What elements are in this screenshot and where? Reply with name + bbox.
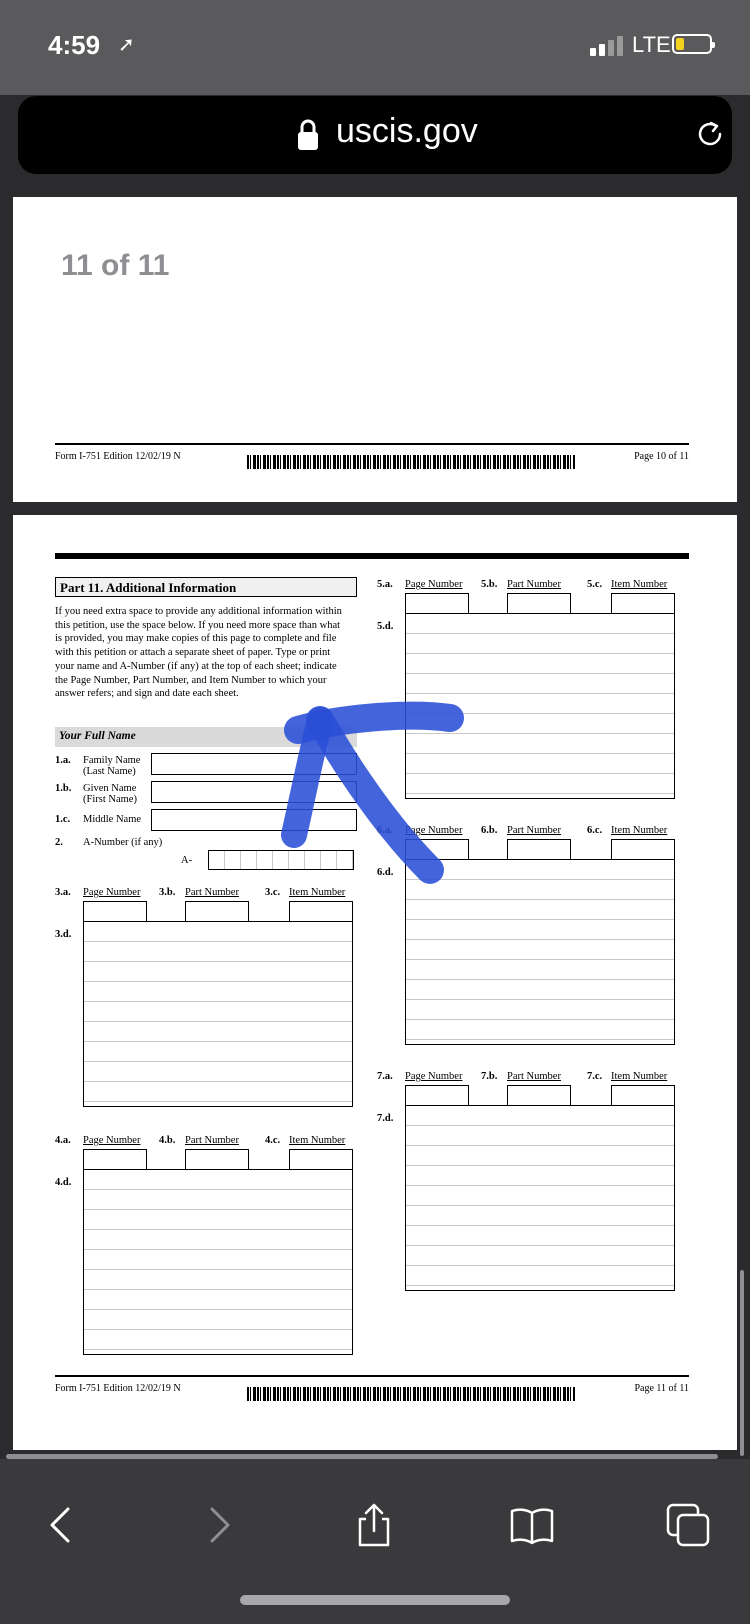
reference-field[interactable] [507, 839, 571, 861]
vertical-scrollbar[interactable] [740, 1270, 744, 1456]
field-label: Part Number [185, 1135, 239, 1146]
url-text[interactable]: uscis.gov [336, 112, 478, 150]
footer-form-edition: Form I-751 Edition 12/02/19 N [55, 451, 181, 462]
browser-toolbar [0, 1459, 750, 1624]
back-icon[interactable] [38, 1501, 86, 1549]
answer-textarea[interactable] [405, 859, 675, 1045]
item-number: 7.c. [587, 1071, 603, 1082]
item-number: 4.d. [55, 1177, 72, 1188]
family-name-field[interactable] [151, 753, 357, 775]
lock-icon [296, 118, 320, 152]
field-label: Item Number [289, 887, 346, 898]
a-number-field[interactable] [208, 850, 354, 870]
pdf-viewer[interactable] [0, 197, 750, 1459]
barcode [247, 455, 575, 469]
reference-field[interactable] [83, 901, 147, 923]
reference-field[interactable] [405, 839, 469, 861]
item-number: 7.b. [481, 1071, 498, 1082]
pdf-page-10 [13, 197, 737, 502]
item-number: 4.c. [265, 1135, 281, 1146]
reference-field[interactable] [507, 593, 571, 615]
field-label: Part Number [185, 887, 239, 898]
reference-field[interactable] [507, 1085, 571, 1107]
reference-field[interactable] [289, 1149, 353, 1171]
answer-textarea[interactable] [83, 1169, 353, 1355]
field-label: Page Number [405, 825, 463, 836]
field-label: Middle Name [83, 814, 142, 825]
middle-name-field[interactable] [151, 809, 357, 831]
field-label: Given Name (First Name) [83, 783, 137, 805]
field-label: Page Number [83, 1135, 141, 1146]
reference-field[interactable] [611, 593, 675, 615]
field-label: Item Number [611, 1071, 668, 1082]
share-icon[interactable] [350, 1501, 398, 1549]
field-label: A-Number (if any) [83, 837, 163, 848]
field-label: Part Number [507, 825, 561, 836]
reference-field[interactable] [611, 1085, 675, 1107]
status-bar [0, 0, 750, 95]
item-number: 5.b. [481, 579, 498, 590]
signal-icon [590, 34, 626, 56]
reload-icon[interactable] [694, 118, 726, 150]
item-number: 3.a. [55, 887, 71, 898]
address-bar[interactable] [18, 96, 732, 174]
reference-field[interactable] [405, 1085, 469, 1107]
page-indicator: 11 of 11 [61, 249, 170, 282]
clock: 4:59 [48, 30, 101, 60]
item-number: 1.a. [55, 755, 71, 766]
field-label: Page Number [405, 1071, 463, 1082]
item-number: 3.c. [265, 887, 281, 898]
barcode [247, 1387, 575, 1401]
given-name-field[interactable] [151, 781, 357, 803]
home-indicator [240, 1595, 510, 1605]
network-type: LTE [632, 32, 671, 57]
instructions: If you need extra space to provide any additional information within this petition, use the space below. If you need more space than what is provided, you may make copies of this page to complete and file with this petition or attach a separate sheet of paper. Type or print your name and A-Number (if any) at the top of each sheet; indicate the Page Number, Part Number, and Item Number to which your answer refers; and sign and date each sheet. [55, 606, 342, 700]
item-number: 4.b. [159, 1135, 176, 1146]
item-number: 2. [55, 837, 63, 848]
field-label: Item Number [289, 1135, 346, 1146]
header-rule [55, 553, 689, 559]
field-label: Part Number [507, 1071, 561, 1082]
item-number: 7.a. [377, 1071, 393, 1082]
field-label: Item Number [611, 825, 668, 836]
field-label: Part Number [507, 579, 561, 590]
reference-field[interactable] [185, 1149, 249, 1171]
pdf-page-11 [13, 515, 737, 1450]
answer-textarea[interactable] [83, 921, 353, 1107]
reference-field[interactable] [289, 901, 353, 923]
tabs-icon[interactable] [664, 1501, 712, 1549]
page-footer [55, 1375, 689, 1405]
part-title: Part 11. Additional Information [55, 577, 357, 597]
item-number: 5.a. [377, 579, 393, 590]
answer-textarea[interactable] [405, 1105, 675, 1291]
item-number: 3.b. [159, 887, 176, 898]
reference-field[interactable] [185, 901, 249, 923]
a-number-prefix: A- [181, 855, 193, 866]
item-number: 5.d. [377, 621, 394, 632]
item-number: 6.a. [377, 825, 393, 836]
item-number: 5.c. [587, 579, 603, 590]
field-label: Page Number [405, 579, 463, 590]
item-number: 1.b. [55, 783, 72, 794]
section-heading: Your Full Name [55, 727, 357, 747]
item-number: 6.c. [587, 825, 603, 836]
reference-field[interactable] [611, 839, 675, 861]
footer-form-edition: Form I-751 Edition 12/02/19 N [55, 1383, 181, 1394]
footer-page-number: Page 10 of 11 [634, 451, 689, 462]
forward-icon[interactable] [194, 1501, 242, 1549]
field-label: Family Name (Last Name) [83, 755, 141, 777]
item-number: 1.c. [55, 814, 71, 825]
bookmarks-icon[interactable] [508, 1501, 556, 1549]
location-arrow-icon: ➚ [118, 34, 135, 56]
footer-page-number: Page 11 of 11 [634, 1383, 689, 1394]
item-number: 6.b. [481, 825, 498, 836]
item-number: 7.d. [377, 1113, 394, 1124]
reference-field[interactable] [83, 1149, 147, 1171]
item-number: 4.a. [55, 1135, 71, 1146]
item-number: 6.d. [377, 867, 394, 878]
field-label: Item Number [611, 579, 668, 590]
page-footer [55, 443, 689, 473]
answer-textarea[interactable] [405, 613, 675, 799]
item-number: 3.d. [55, 929, 72, 940]
field-label: Page Number [83, 887, 141, 898]
battery-icon [672, 34, 712, 54]
reference-field[interactable] [405, 593, 469, 615]
